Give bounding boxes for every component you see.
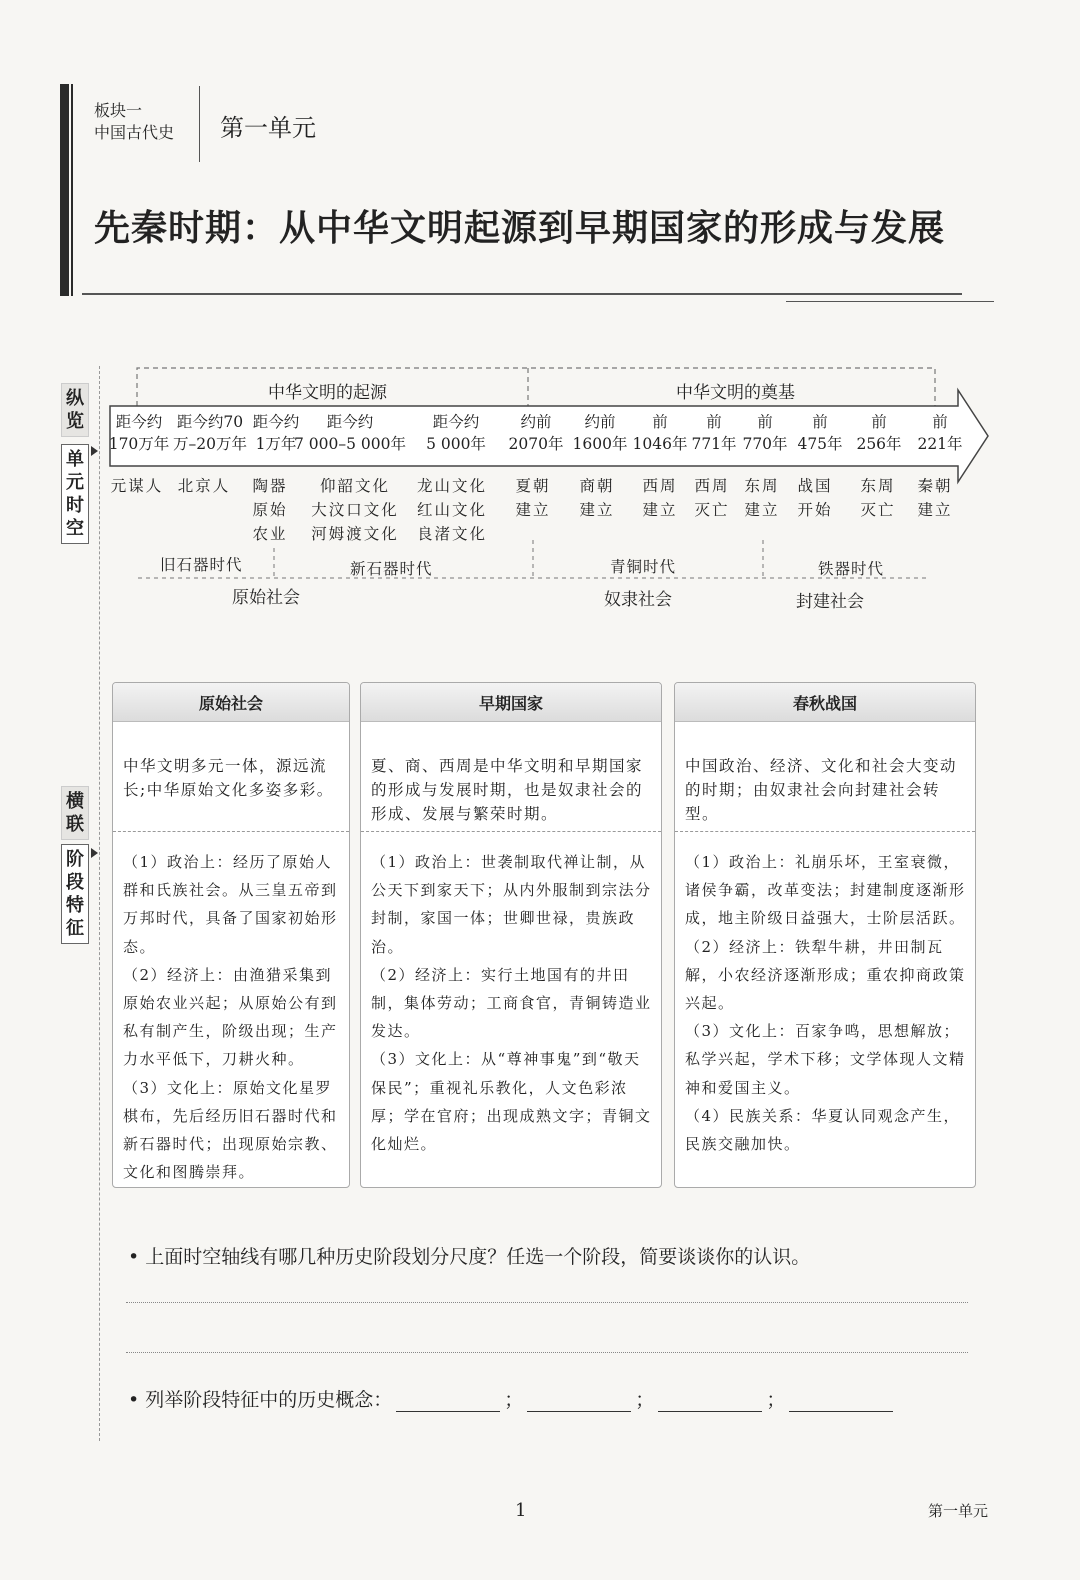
timeline-event-line: 元谋人 (110, 477, 164, 495)
society-label: 原始社会 (232, 588, 300, 608)
card-separator (361, 831, 661, 832)
timeline-event-line: 开始 (797, 501, 833, 519)
timeline-date-line: 2070年 (508, 435, 564, 453)
timeline-date-line: 距今约 (432, 413, 480, 431)
card-separator (113, 831, 349, 832)
answer-blank[interactable] (658, 1393, 762, 1412)
timeline-event-line: 建立 (744, 501, 780, 519)
timeline-event-line: 建立 (917, 501, 953, 519)
timeline-event-line: 红山文化 (416, 501, 487, 519)
timeline-date-line: 前 (757, 413, 773, 431)
bullet: • (128, 1246, 140, 1268)
timeline-event-line: 秦朝 (917, 477, 953, 495)
timeline-date (290, 411, 410, 455)
timeline-date-line: 221年 (917, 435, 963, 453)
timeline-event-line: 西周 (694, 477, 730, 495)
timeline-date-line: 距今约70 (176, 413, 244, 431)
answer-blank[interactable] (527, 1393, 631, 1412)
header-divider (199, 86, 200, 162)
timeline-event-line: 原始 (252, 501, 288, 519)
separator: ； (766, 1389, 786, 1411)
header-accent-bar-thin (71, 84, 73, 296)
timeline-event-line: 仰韶文化 (319, 477, 390, 495)
card-title: 早期国家 (361, 683, 661, 722)
timeline-event-line: 农业 (252, 525, 288, 543)
period-label: 青铜时代 (610, 558, 677, 576)
timeline-date-line: 距今约 (115, 413, 163, 431)
answer-line[interactable] (126, 1302, 968, 1303)
timeline-date-line: 万–20万年 (173, 435, 247, 453)
period-label: 旧石器时代 (160, 556, 243, 574)
timeline-date-line: 1046年 (632, 435, 688, 453)
separator: ； (635, 1389, 655, 1411)
era-bracket (137, 368, 935, 406)
answer-blank[interactable] (396, 1393, 500, 1412)
timeline-date-line: 前 (871, 413, 887, 431)
era-label-foundation: 中华文明的奠基 (676, 383, 795, 403)
question-2-text: 列举阶段特征中的历史概念： (145, 1389, 393, 1411)
card-spring-autumn (674, 682, 976, 1188)
tab-unit-time: 单元时空 (61, 444, 89, 544)
tab-horizontal: 横联 (61, 786, 89, 840)
title-rule-short (786, 301, 994, 302)
card-body: （1）政治上：礼崩乐坏，王室衰微，诸侯争霸，改革变法；封建制度逐渐形成，地主阶级日益强大，士阶层活跃。 （2）经济上：铁犁牛耕，井田制瓦解，小农经济逐渐形成；重农抑商政策兴起。 （3）文化上：百家争鸣，思想解放；私学兴起，学术下移；文学体现人文精神和爱国主义。 （4）民族关系：华夏认同观念产生，民族交融加快。 (685, 853, 966, 1154)
card-body: （1）政治上：经历了原始人群和氏族社会。从三皇五帝到万邦时代，具备了国家初始形态。 （2）经济上：由渔猎采集到原始农业兴起；从原始公有到私有制产生，阶级出现；生产力水平低下，刀耕火种。 （3）文化上：原始文化星罗棋布，先后经历旧石器时代和新石器时代；出现原始宗教、文化和图腾崇拜。 (123, 853, 338, 1182)
timeline-date-line: 5 000年 (426, 435, 486, 453)
timeline-date-line: 前 (652, 413, 668, 431)
timeline-date-line: 170万年 (108, 435, 170, 453)
timeline-event-line: 建立 (642, 501, 678, 519)
timeline-event-line: 大汶口文化 (311, 501, 399, 519)
question-1 (128, 1242, 810, 1269)
timeline-event-line: 东周 (744, 477, 780, 495)
timeline-date-line: 1万年 (255, 435, 297, 453)
timeline-date-line: 475年 (797, 435, 843, 453)
card-title: 原始社会 (113, 683, 349, 722)
timeline-event-line: 夏朝 (515, 477, 551, 495)
card-body: （1）政治上：世袭制取代禅让制，从公天下到家天下；从内外服制到宗法分封制，家国一体；世卿世禄，贵族政治。 （2）经济上：实行土地国有的井田制，集体劳动；工商食官，青铜铸造业发达。 （3）文化上：从“尊神事鬼”到“敬天保民”；重视礼乐教化，人文色彩浓厚；学在官府；出现成熟文字；青铜文化灿烂。 (371, 853, 652, 1154)
page-title: 先秦时期：从中华文明起源到早期国家的形成与发展 (94, 208, 946, 249)
timeline-date-line: 距今约 (326, 413, 374, 431)
section-label (94, 100, 174, 144)
tab-overview: 纵览 (61, 383, 89, 437)
timeline-event (875, 474, 995, 522)
card-primitive-society (112, 682, 350, 1188)
card-title: 春秋战国 (675, 683, 975, 722)
answer-line[interactable] (126, 1352, 968, 1353)
period-label: 铁器时代 (818, 560, 885, 578)
separator: ； (504, 1389, 524, 1411)
answer-blank[interactable] (789, 1393, 893, 1412)
timeline-event-line: 建立 (579, 501, 615, 519)
header-accent-bar (60, 84, 69, 296)
society-label: 封建社会 (796, 592, 864, 612)
card-summary: 夏、商、西周是中华文明和早期国家的形成与发展时期，也是奴隶社会的形成、发展与繁荣时期。 (371, 757, 644, 823)
timeline-date-line: 256年 (856, 435, 902, 453)
question-2 (128, 1385, 897, 1412)
section-line2: 中国古代史 (94, 123, 175, 142)
timeline-event-line: 良渚文化 (416, 525, 487, 543)
question-1-text: 上面时空轴线有哪几种历史阶段划分尺度？任选一个阶段，简要谈谈你的认识。 (145, 1246, 811, 1268)
tab-stage-features: 阶段特征 (61, 844, 89, 944)
timeline-event-line: 西周 (642, 477, 678, 495)
timeline-date-line: 1600年 (572, 435, 628, 453)
timeline-event-line: 战国 (797, 477, 833, 495)
era-label-origin: 中华文明的起源 (268, 383, 387, 403)
card-summary: 中华文明多元一体，源远流长;中华原始文化多姿多彩。 (123, 757, 334, 799)
timeline-event-line: 北京人 (177, 477, 231, 495)
timeline-date (880, 411, 1000, 455)
society-label: 奴隶社会 (604, 590, 672, 610)
title-rule (82, 293, 962, 295)
section-line1: 板块一 (94, 101, 143, 120)
timeline-date-line: 7 000–5 000年 (294, 435, 406, 453)
timeline-event-line: 建立 (515, 501, 551, 519)
timeline-date-line: 前 (812, 413, 828, 431)
timeline-event-line: 东周 (860, 477, 896, 495)
card-separator (675, 831, 975, 832)
timeline-event-line: 龙山文化 (416, 477, 487, 495)
timeline-date-line: 前 (932, 413, 948, 431)
timeline-date-line: 距今约 (252, 413, 300, 431)
timeline-date-line: 约前 (584, 413, 616, 431)
timeline-date-line: 前 (706, 413, 722, 431)
bullet: • (128, 1389, 140, 1411)
timeline-date-line: 约前 (520, 413, 552, 431)
footer-unit: 第一单元 (928, 1502, 989, 1520)
period-label: 新石器时代 (350, 560, 433, 578)
tab-pointer-icon (91, 848, 98, 858)
timeline-event-line: 河姆渡文化 (311, 525, 399, 543)
card-early-state (360, 682, 662, 1188)
unit-title: 第一单元 (220, 114, 316, 142)
timeline-event-line: 商朝 (579, 477, 615, 495)
timeline-date-line: 770年 (742, 435, 788, 453)
timeline-event-line: 灭亡 (860, 501, 896, 519)
timeline-date-line: 771年 (691, 435, 737, 453)
timeline-event-line: 灭亡 (694, 501, 730, 519)
page-number: 1 (515, 1500, 527, 1521)
timeline-event-line: 陶器 (252, 477, 288, 495)
card-summary: 中国政治、经济、文化和社会大变动的时期；由奴隶社会向封建社会转型。 (685, 757, 958, 823)
